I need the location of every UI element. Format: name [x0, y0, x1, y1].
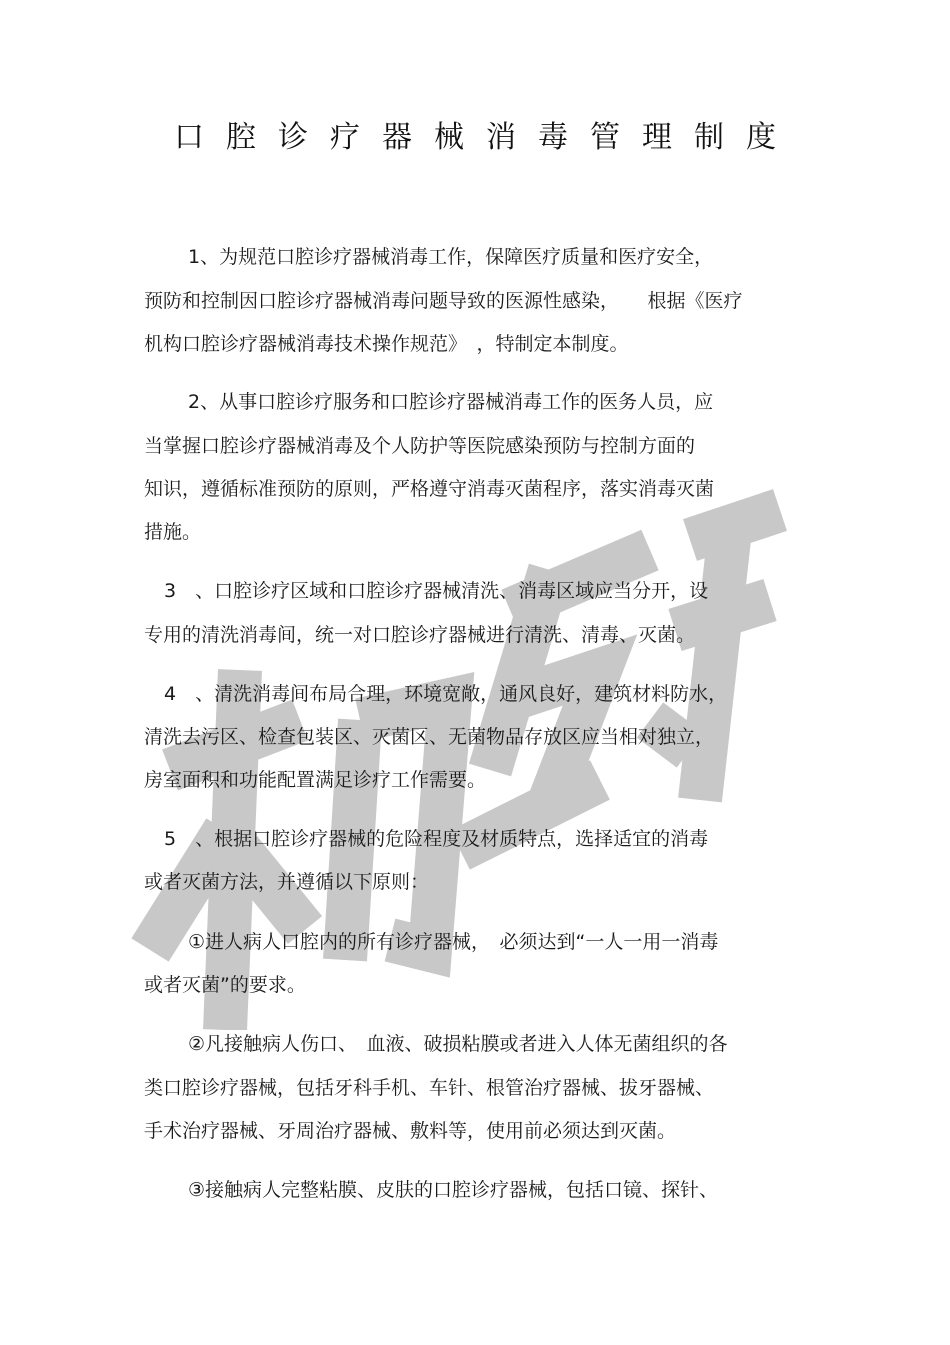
text-line: 手术治疗器械、牙周治疗器械、敷料等，使用前必须达到灭菌。	[144, 1120, 677, 1142]
text-line: 预防和控制因口腔诊疗器械消毒问题导致的医源性感染， 根据《医疗	[144, 290, 743, 312]
text-line: 类口腔诊疗器械，包括牙科手机、车针、根管治疗器械、拔牙器械、	[144, 1077, 715, 1099]
text-line: 专用的清洗消毒间，统一对口腔诊疗器械进行清洗、清毒、灭菌。	[144, 624, 696, 646]
text-line: 房室面积和功能配置满足诊疗工作需要。	[144, 769, 487, 791]
text-line: 清洗去污区、检查包装区、灭菌区、无菌物品存放区应当相对独立，	[144, 726, 715, 748]
text-line: 3 、口腔诊疗区域和口腔诊疗器械清洗、消毒区域应当分开，设	[164, 580, 709, 602]
text-line: 知识，遵循标准预防的原则，严格遵守消毒灭菌程序，落实消毒灭菌	[144, 478, 715, 500]
text-line: ②凡接触病人伤口、 血液、破损粘膜或者进入人体无菌组织的各	[188, 1033, 728, 1055]
text-line: 措施。	[144, 521, 202, 543]
document-title: 口腔诊疗器械消毒管理制度	[174, 120, 798, 155]
text-line: 或者灭菌方法，并遵循以下原则：	[144, 871, 430, 893]
text-line: 机构口腔诊疗器械消毒技术操作规范》 ，特制定本制度。	[144, 333, 629, 355]
text-line: 1、为规范口腔诊疗器械消毒工作，保障医疗质量和医疗安全，	[188, 246, 714, 268]
text-line: 4 、清洗消毒间布局合理，环境宽敞，通风良好，建筑材料防水，	[164, 683, 728, 705]
text-line: ③接触病人完整粘膜、皮肤的口腔诊疗器械，包括口镜、探针、	[188, 1179, 719, 1201]
text-line: 或者灭菌”的要求。	[144, 974, 306, 996]
text-line: 5 、根据口腔诊疗器械的危险程度及材质特点，选择适宜的消毒	[164, 828, 709, 850]
text-line: ①进人病人口腔内的所有诊疗器械， 必须达到“一人一用一消毒	[188, 931, 719, 953]
text-line: 当掌握口腔诊疗器械消毒及个人防护等医院感染预防与控制方面的	[144, 435, 696, 457]
text-line: 2、从事口腔诊疗服务和口腔诊疗器械消毒工作的医务人员，应	[188, 391, 714, 413]
